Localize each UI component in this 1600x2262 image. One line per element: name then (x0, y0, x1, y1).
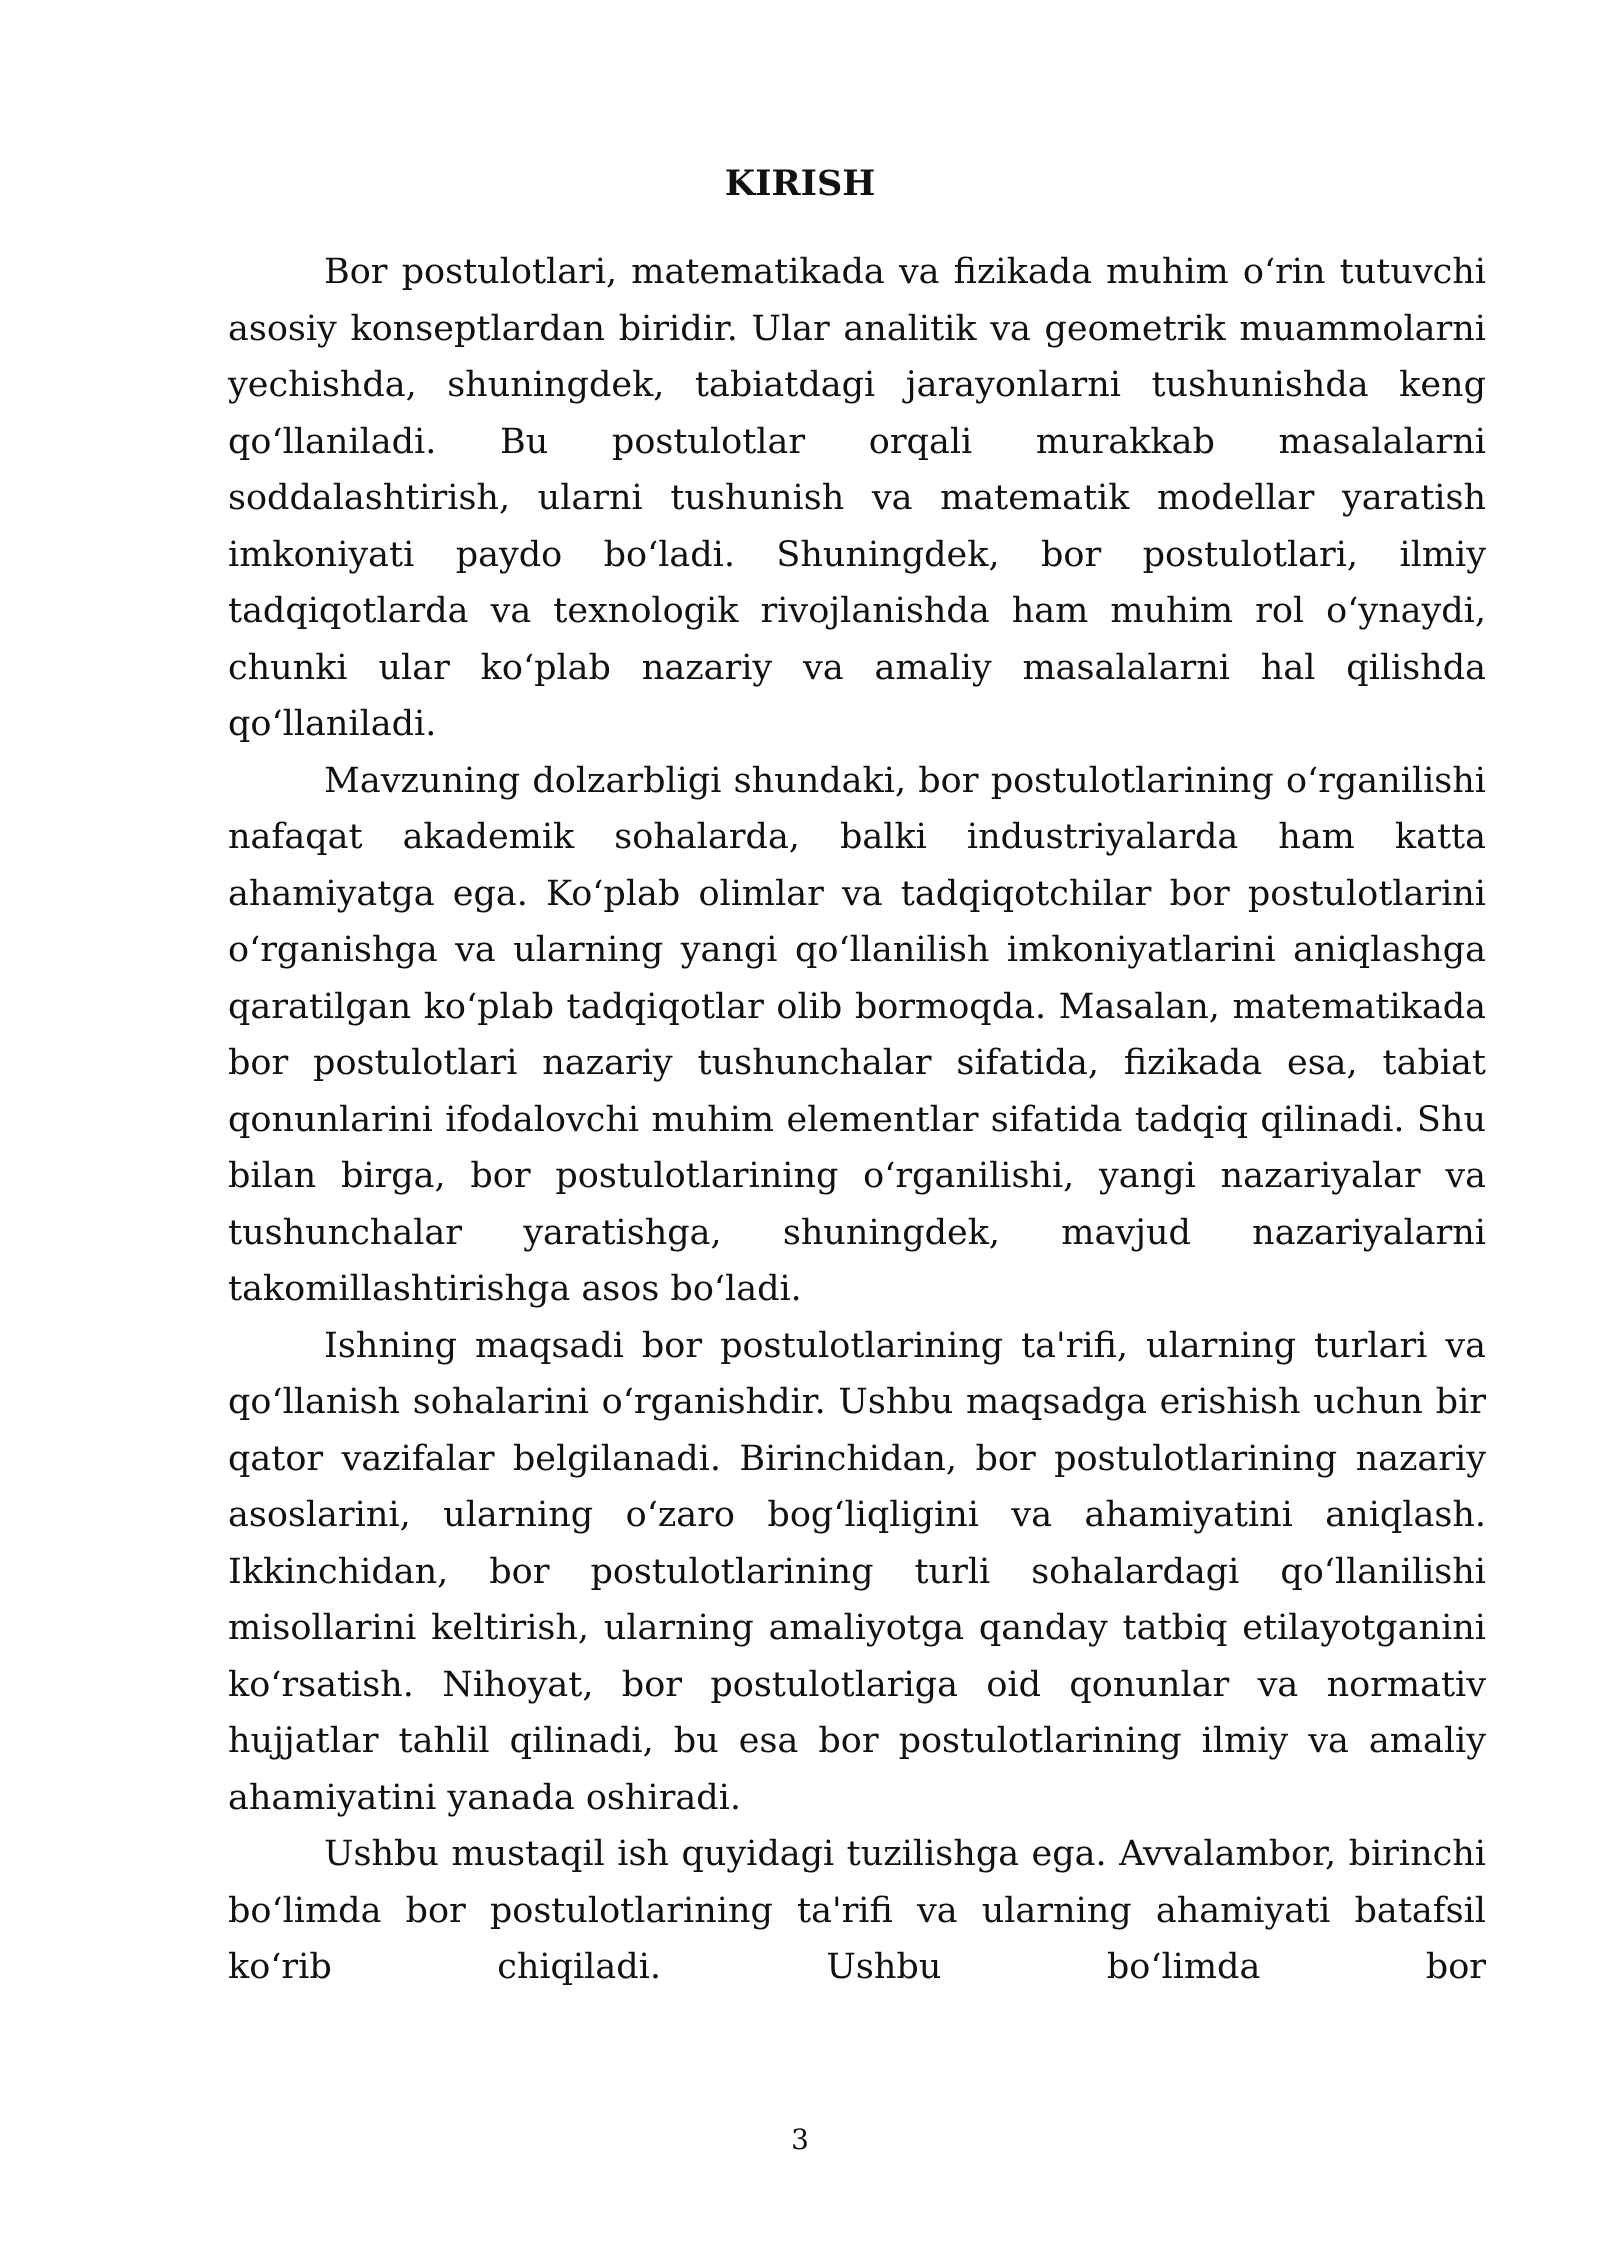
paragraph-structure: Ushbu mustaqil ish quyidagi tuzilishga ega. Avvalambor, birinchi boʻlimda bor postulotlarining ta'rifi va ularning ahamiyati batafsil koʻrib chiqiladi. Ushbu boʻlimda bor (228, 1834, 1486, 1987)
paragraph-relevance: Mavzuning dolzarbligi shundaki, bor postulotlarining oʻrganilishi nafaqat akademik sohalarda, balki industriyalarda ham katta ahamiyatga ega. Koʻplab olimlar va tadqiqotchilar bor postulotlarini oʻrganishga va ularning yangi qoʻllanilish imkoniyatlarini aniqlashga qaratilgan koʻplab tadqiqotlar olib bormoqda. Masalan, matematikada bor postulotlari nazariy tushunchalar sifatida, fizikada esa, tabiat qonunlarini ifodalovchi muhim elementlar sifatida tadqiq qilinadi. Shu bilan birga, bor postulotlarining oʻrganilishi, yangi nazariyalar va tushunchalar yaratishga, shuningdek, mavjud nazariyalarni takomillashtirishga asos boʻladi. (228, 760, 1486, 1309)
paragraph-intro: Bor postulotlari, matematikada va fizikada muhim oʻrin tutuvchi asosiy konseptlardan biridir. Ular analitik va geometrik muammolarni yechishda, shuningdek, tabiatdagi jarayonlarni tushunishda keng qoʻllaniladi. Bu postulotlar orqali murakkab masalalarni soddalashtirish, ularni tushunish va matematik modellar yaratish imkoniyati paydo boʻladi. Shuningdek, bor postulotlari, ilmiy tadqiqotlarda va texnologik rivojlanishda ham muhim rol oʻynaydi, chunki ular koʻplab nazariy va amaliy masalalarni hal qilishda qoʻllaniladi. (228, 252, 1486, 744)
page-number: 3 (791, 2123, 809, 2156)
section-heading: KIRISH (724, 163, 876, 204)
body-text (228, 244, 1486, 1996)
paragraph-goal: Ishning maqsadi bor postulotlarining ta'rifi, ularning turlari va qoʻllanish sohalarini oʻrganishdir. Ushbu maqsadga erishish uchun bir qator vazifalar belgilanadi. Birinchidan, bor postulotlarining nazariy asoslarini, ularning oʻzaro bogʻliqligini va ahamiyatini aniqlash. Ikkinchidan, bor postulotlarining turli sohalardagi qoʻllanilishi misollarini keltirish, ularning amaliyotga qanday tatbiq etilayotganini koʻrsatish. Nihoyat, bor postulotlariga oid qonunlar va normativ hujjatlar tahlil qilinadi, bu esa bor postulotlarining ilmiy va amaliy ahamiyatini yanada oshiradi. (228, 1325, 1486, 1818)
